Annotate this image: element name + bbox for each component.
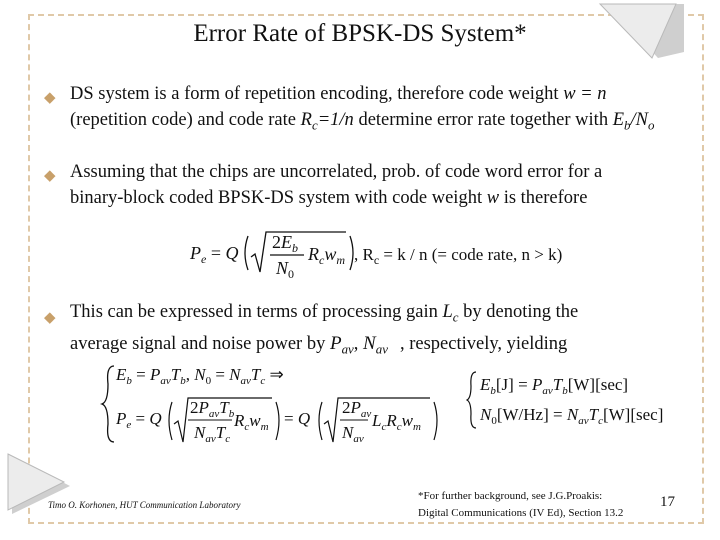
bullet-marker-3: ◆ (44, 310, 56, 326)
footer-reference: *For further background, see J.G.Proakis: Digital Communications (IV Ed), Section 13.2 (418, 490, 624, 519)
svg-text:Pe = Q: $P_e = Q$ (116, 409, 162, 431)
svg-text:2Eb: $2E_b$ (272, 232, 298, 255)
slide-title: Error Rate of BPSK-DS System* (193, 20, 527, 47)
bullet-3-text: This can be expressed in terms of processing gain $L_c$ by denoting the average signal and noise power by $P_{av}$, $N_{av}$ , respectively, yielding (70, 302, 579, 357)
equation-system-left (100, 358, 470, 450)
svg-text:2Pav: $2P_{av}$ (342, 398, 372, 420)
svg-text:= Q: = Q (284, 409, 311, 428)
equation-units (466, 368, 686, 434)
equation-error-probability (186, 226, 566, 280)
bullet-2-text: Assuming that the chips are uncorrelated, prob. of code word error for a binary-block coded BPSK-DS system with code weight w is therefore (70, 162, 603, 208)
svg-text:N0: $N_0$ (276, 258, 295, 280)
svg-text:Pe = Q: $P_e = Q$ (190, 243, 239, 266)
svg-text:Rcwm: $R_cw_m$ (234, 411, 269, 433)
bullet-1-text: DS system is a form of repetition encoding, therefore code weight w = n (repetition code) and code rate $R_c=1/n$ determine error rate together with $E_b/N_o$ (70, 84, 655, 133)
svg-text:LcRcwm: $L_cR_cw_m$ (372, 411, 421, 433)
svg-text:, Rc = k / n (= code rate, n >: , $R_c = k / n$ (= code rate, n > k) (354, 245, 563, 267)
svg-text:Eb[J] = PavTb[W][sec]: $E_b[J] = P_{av}T_b[W][\sec]$ (480, 375, 629, 397)
svg-text:Nav: $N_{av}$ (342, 423, 364, 445)
footer-author: Timo O. Korhonen, HUT Communication Laboratory (48, 500, 241, 510)
svg-text:Rcwm: $R_cw_m$ (308, 244, 346, 267)
bullet-marker-1: ◆ (44, 90, 56, 106)
svg-text:2PavTb: $2P_{av}T_b$ (190, 398, 235, 420)
page-number: 17 (660, 494, 675, 510)
svg-text:N0[W/Hz] = NavTc[W][sec]: $N_0[W/Hz] = N_{av}T_c[W][\sec]$ (480, 405, 664, 427)
svg-text:NavTc: $N_{av}T_c$ (194, 423, 231, 445)
bullet-marker-2: ◆ (44, 168, 56, 184)
svg-text:Eb = PavTb, N0 = NavTc ⇒: $E_b = P_{av}T_b$, $N_0 = N_{av}T_c$ ⇒ (116, 365, 284, 387)
